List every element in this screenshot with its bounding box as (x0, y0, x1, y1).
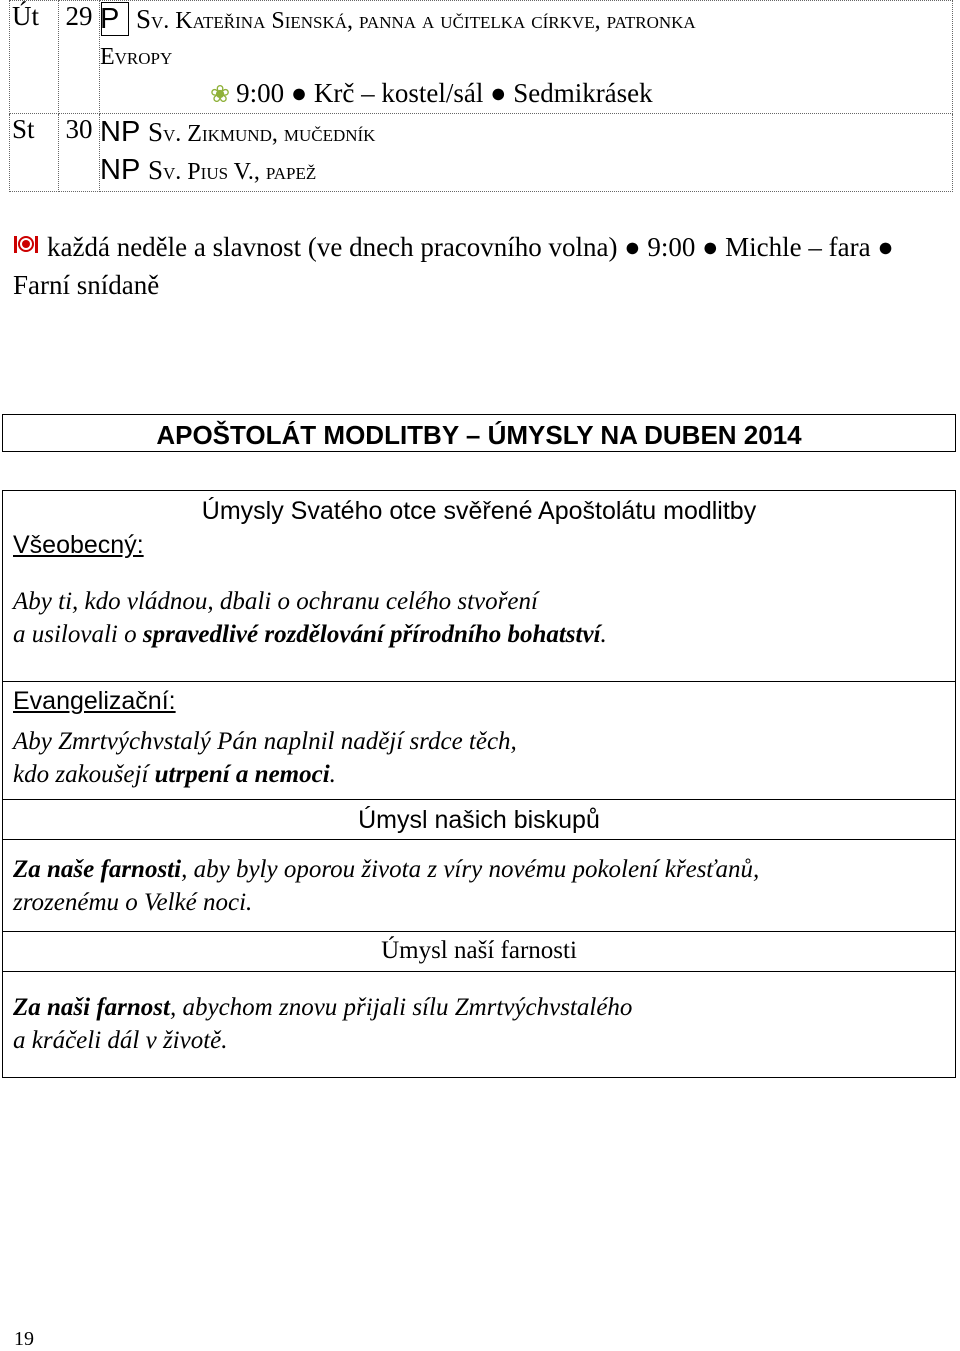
evangel-label: Evangelizační: (13, 687, 176, 715)
event-line (100, 75, 952, 113)
feast-line (100, 152, 952, 190)
feast-line (100, 1, 952, 39)
parish-text-line: a kráčeli dál v životě. (13, 1027, 228, 1054)
day-cell: St (10, 114, 59, 192)
evangel-text-part: . (329, 761, 336, 788)
evangel-intention (13, 725, 517, 791)
day-cell: Út (10, 1, 59, 114)
feast-title-initial: S (136, 4, 152, 34)
bishops-heading-row (3, 799, 955, 840)
general-intention (13, 585, 607, 651)
calendar-table (9, 0, 953, 192)
feast-rank-tag: NP (100, 154, 141, 186)
feast-title-initial: S (148, 117, 164, 147)
general-text-emphasis: spravedlivé rozdělování přírodního bohatství (142, 621, 601, 648)
feast-cell (100, 1, 953, 114)
evangel-section (3, 681, 955, 800)
bishops-text-part: , aby byly oporou života z víry novému pokolení křesťanů, (181, 856, 760, 883)
holy-father-heading: Úmysly Svatého otce svěřené Apoštolátu modlitby (201, 497, 757, 525)
bishops-text-emphasis: Za naše farnosti (13, 856, 182, 883)
feast-line (100, 114, 952, 152)
bishops-intention (13, 853, 759, 919)
parish-section (3, 971, 955, 1077)
feast-title-continuation: Evropy (100, 44, 173, 70)
date-cell: 29 (59, 1, 100, 114)
evangel-text-line: Aby Zmrtvýchvstalý Pán naplnil nadějí srdce těch, (13, 728, 517, 755)
feast-rank-tag: NP (100, 116, 141, 148)
evangel-text-part: kdo zakoušejí (13, 761, 155, 788)
apostolate-box (2, 490, 956, 1078)
general-text-line: Aby ti, kdo vládnou, dbali o ochranu celého stvoření (13, 588, 538, 615)
general-label: Všeobecný: (13, 531, 144, 559)
feast-title: v. Pius V., papež (163, 159, 317, 185)
general-text-part: . (600, 621, 607, 648)
bishops-section (3, 839, 955, 932)
flower-icon: ❀ (210, 82, 231, 108)
calendar-row (10, 1, 953, 114)
parish-heading-row (3, 931, 955, 972)
feast-rank-tag: P (100, 1, 130, 37)
event-text: 9:00 ● Krč – kostel/sál ● Sedmikrásek (236, 78, 653, 108)
feast-title: v. Kateřina Sienská, panna a učitelka církve, patronka (151, 8, 696, 34)
apostolate-title: APOŠTOLÁT MODLITBY – ÚMYSLY NA DUBEN 2014 (2, 414, 956, 452)
parish-text-part: , abychom znovu přijali sílu Zmrtvýchvstalého (169, 994, 633, 1021)
parish-intention (13, 991, 632, 1057)
general-section (3, 491, 955, 682)
parish-heading: Úmysl naší farnosti (381, 937, 577, 964)
feast-cell (100, 114, 953, 192)
date-cell: 30 (59, 114, 100, 192)
general-text-part: a usilovali o (13, 621, 143, 648)
feast-title: v. Zikmund, mučedník (163, 121, 376, 147)
weekly-note-text: každá neděle a slavnost (ve dnech pracovního volna) ● 9:00 ● Michle – fara ● Farní snídaně (13, 232, 894, 300)
bishops-text-line: zrozenému o Velké noci. (13, 889, 253, 916)
page-number: 19 (14, 1328, 34, 1350)
feast-title-initial: S (148, 155, 164, 185)
bishops-heading: Úmysl našich biskupů (358, 806, 600, 834)
weekly-note (13, 228, 943, 304)
bell-icon (13, 233, 39, 259)
evangel-text-emphasis: utrpení a nemoci (154, 761, 330, 788)
parish-text-emphasis: Za naši farnost (13, 994, 170, 1021)
calendar-row (10, 114, 953, 192)
